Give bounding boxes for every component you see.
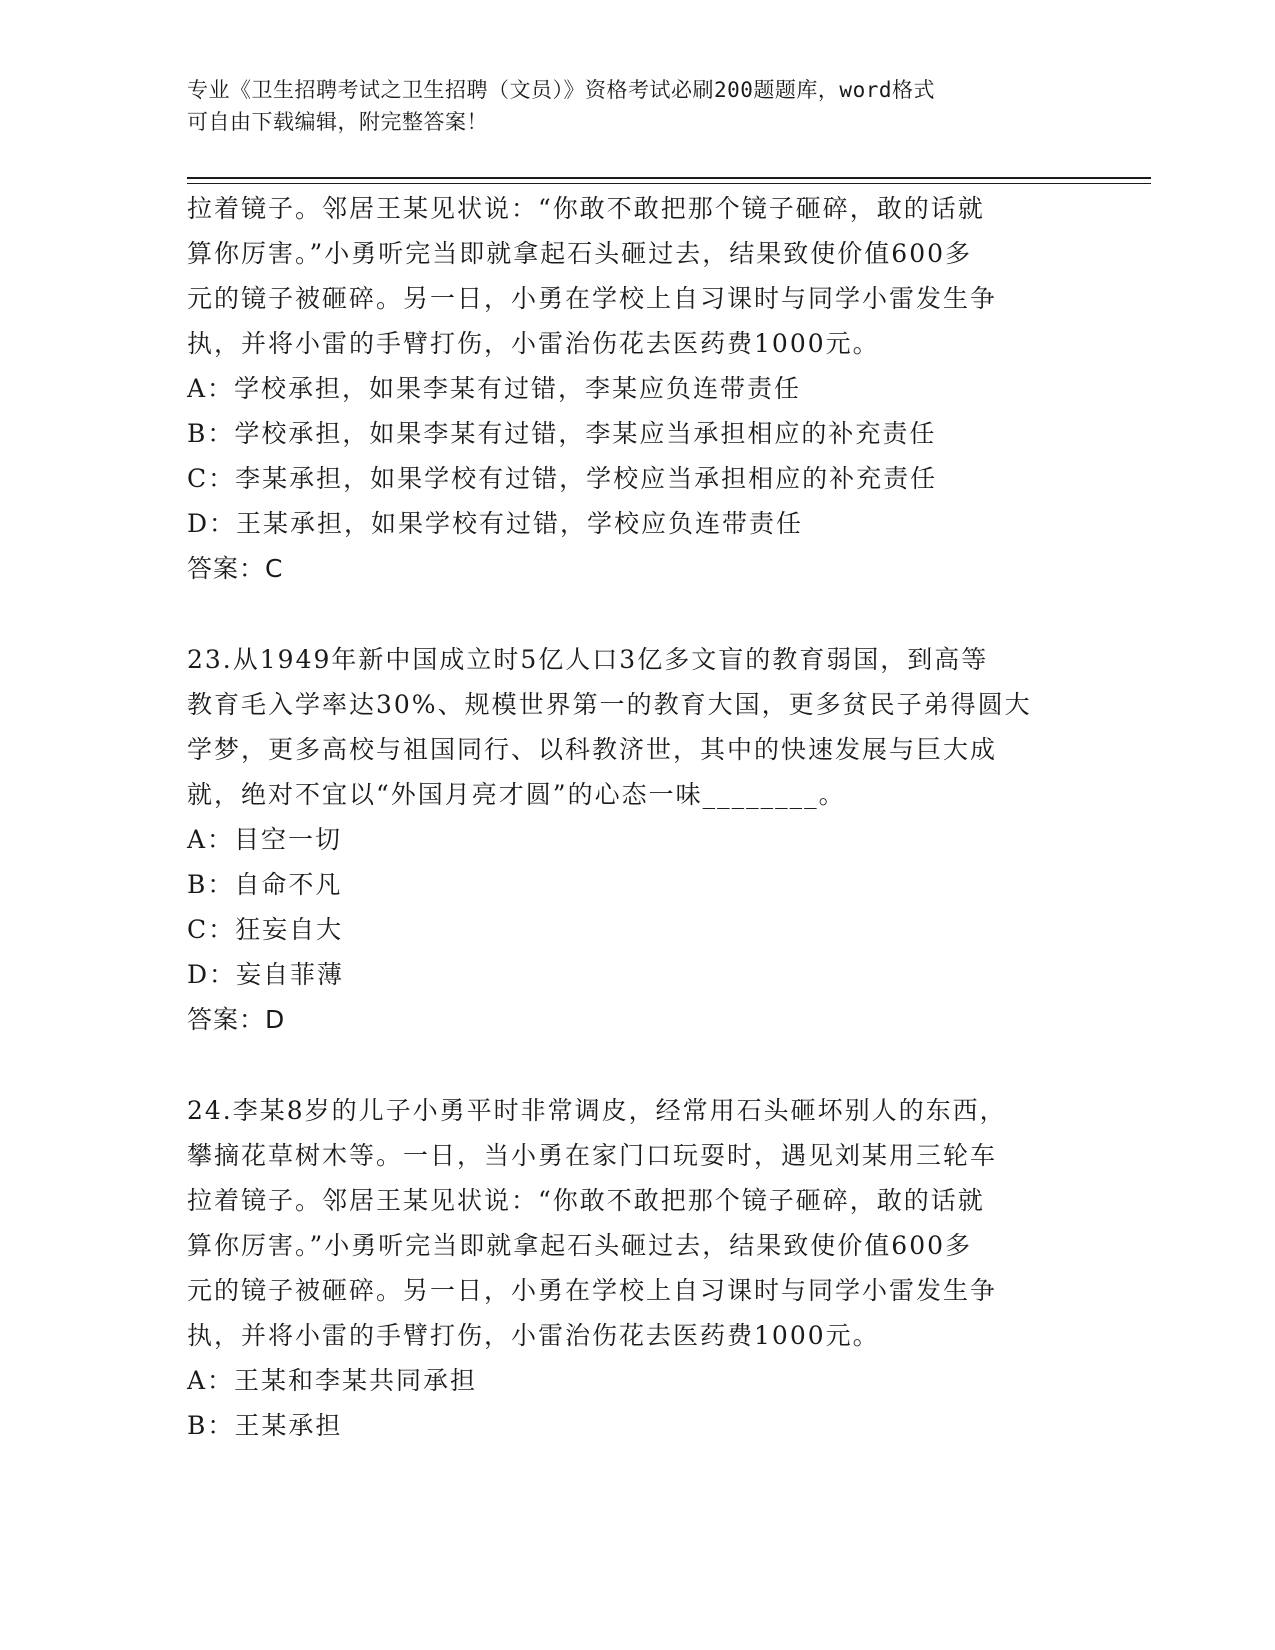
- question-24-block: [187, 1088, 1087, 1448]
- header-line-2: 可自由下载编辑，附完整答案！: [187, 110, 488, 134]
- question-stem-line: 攀摘花草树木等。一日，当小勇在家门口玩耍时，遇见刘某用三轮车: [187, 1141, 998, 1170]
- option-b: B：学校承担，如果李某有过错，李某应当承担相应的补充责任: [187, 419, 937, 448]
- question-stem-line: 拉着镜子。邻居王某见状说：“你敢不敢把那个镜子砸碎，敢的话就: [187, 194, 985, 223]
- answer-line: 答案：D: [187, 1005, 286, 1034]
- option-a: A：学校承担，如果李某有过错，李某应负连带责任: [187, 374, 802, 403]
- question-stem-line: 教育毛入学率达30%、规模世界第一的教育大国，更多贫民子弟得圆大: [187, 690, 1032, 719]
- answer-line: 答案：C: [187, 554, 284, 583]
- header-divider-thin: [187, 183, 1151, 184]
- question-spacer: [187, 1042, 1087, 1088]
- question-stem-line: 执，并将小雷的手臂打伤，小雷治伤花去医药费1000元。: [187, 1321, 880, 1350]
- question-spacer: [187, 591, 1087, 637]
- header-divider: [187, 177, 1151, 179]
- question-23-block: [187, 637, 1087, 1042]
- question-stem-line: 23.从1949年新中国成立时5亿人口3亿多文盲的教育弱国，到高等: [187, 645, 989, 674]
- option-a: A：王某和李某共同承担: [187, 1366, 478, 1395]
- question-stem-line: 24.李某8岁的儿子小勇平时非常调皮，经常用石头砸坏别人的东西，: [187, 1096, 1007, 1125]
- question-22-block: [187, 186, 1087, 591]
- question-stem-line: 就，绝对不宜以“外国月亮才圆”的心态一味________。: [187, 780, 846, 809]
- question-stem-line: 元的镜子被砸碎。另一日，小勇在学校上自习课时与同学小雷发生争: [187, 1276, 998, 1305]
- option-d: D：王某承担，如果学校有过错，学校应负连带责任: [187, 509, 804, 538]
- header-line-1: 专业《卫生招聘考试之卫生招聘（文员）》资格考试必刷200题题库，word格式: [187, 78, 935, 102]
- question-stem-line: 拉着镜子。邻居王某见状说：“你敢不敢把那个镜子砸碎，敢的话就: [187, 1186, 985, 1215]
- option-b: B：自命不凡: [187, 870, 343, 899]
- question-stem-line: 执，并将小雷的手臂打伤，小雷治伤花去医药费1000元。: [187, 329, 880, 358]
- document-header: [187, 74, 1087, 138]
- question-stem-line: 元的镜子被砸碎。另一日，小勇在学校上自习课时与同学小雷发生争: [187, 284, 998, 313]
- option-d: D：妄自菲薄: [187, 960, 345, 989]
- question-stem-line: 算你厉害。”小勇听完当即就拿起石头砸过去，结果致使价值600多: [187, 239, 973, 268]
- option-c: C：李某承担，如果学校有过错，学校应当承担相应的补充责任: [187, 464, 938, 493]
- option-b: B：王某承担: [187, 1411, 343, 1440]
- option-c: C：狂妄自大: [187, 915, 344, 944]
- question-stem-line: 学梦，更多高校与祖国同行、以科教济世，其中的快速发展与巨大成: [187, 735, 998, 764]
- question-stem-line: 算你厉害。”小勇听完当即就拿起石头砸过去，结果致使价值600多: [187, 1231, 973, 1260]
- document-body: [187, 186, 1087, 1448]
- option-a: A：目空一切: [187, 825, 343, 854]
